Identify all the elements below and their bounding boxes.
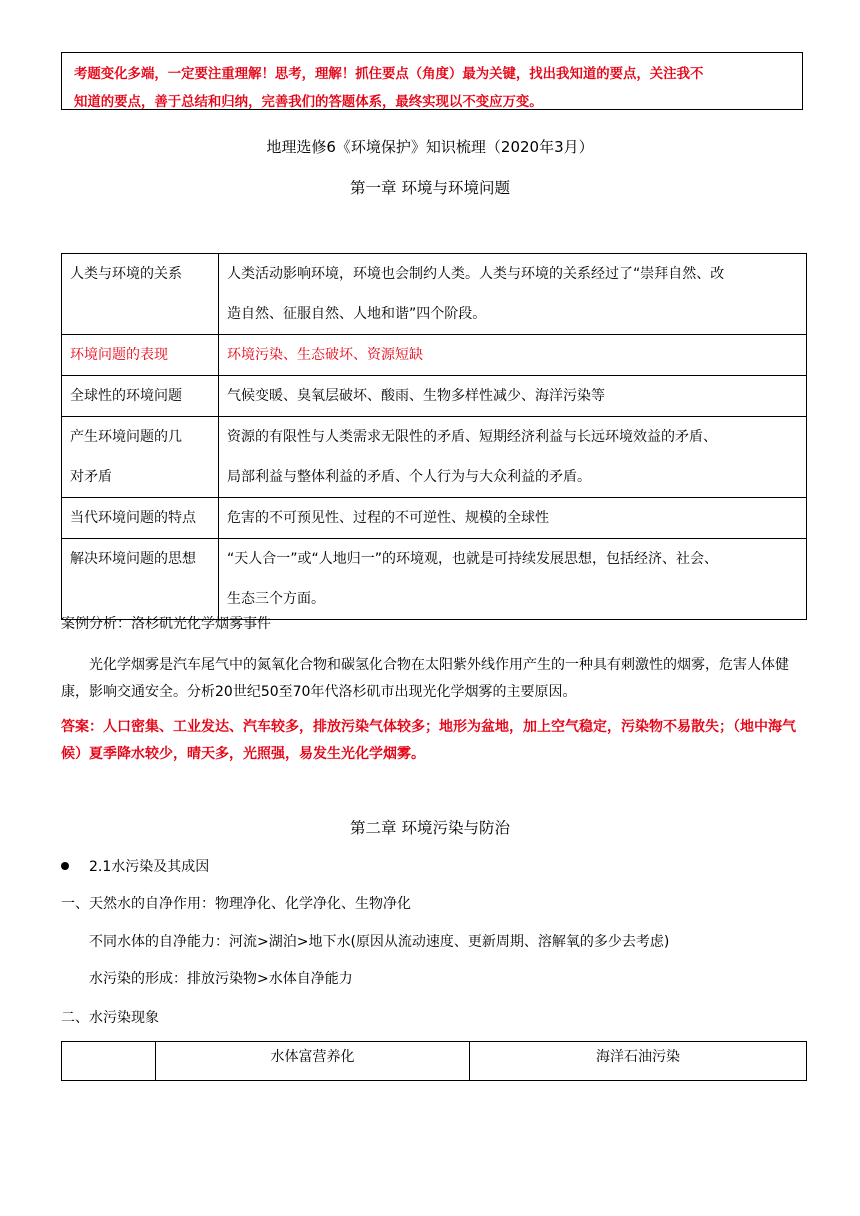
document-title: 地理选修6《环境保护》知识梳理（2020年3月） [266, 138, 594, 156]
row-value: 环境污染、生态破坏、资源短缺 [219, 335, 807, 376]
header-cell-oil-pollution: 海洋石油污染 [470, 1042, 807, 1081]
row-value [219, 417, 807, 498]
row-key: 全球性的环境问题 [62, 376, 219, 417]
table-row [62, 417, 807, 498]
row-key: 解决环境问题的思想 [62, 539, 219, 620]
row-value-line: “天人合一”或“人地归一”的环境观，也就是可持续发展思想，包括经济、社会、 [227, 551, 719, 567]
table-row [62, 539, 807, 620]
row-value [219, 539, 807, 620]
table-row [62, 498, 807, 539]
row-value [219, 254, 807, 335]
row-value-line: 资源的有限性与人类需求无限性的矛盾、短期经济利益与长远环境效益的矛盾、 [227, 429, 717, 445]
bullet-label: 2.1水污染及其成因 [89, 859, 210, 875]
row-key [62, 417, 219, 498]
row-value-line: 局部利益与整体利益的矛盾、个人行为与大众利益的矛盾。 [227, 469, 591, 485]
row-value: 危害的不可预见性、过程的不可逆性、规模的全球性 [219, 498, 807, 539]
chapter1-title: 第一章 环境与环境问题 [350, 179, 510, 197]
case-paragraph: 光化学烟雾是汽车尾气中的氮氧化合物和碳氢化合物在太阳紫外线作用产生的一种具有刺激性的烟雾，危害人体健康，影响交通安全。分析20世纪50至70年代洛杉矶市出现光化学烟雾的主要原因。 [61, 657, 789, 700]
header-cell-empty [62, 1042, 156, 1081]
row-value: 气候变暖、臭氧层破坏、酸雨、生物多样性减少、海洋污染等 [219, 376, 807, 417]
table-row [62, 335, 807, 376]
table-header-row [62, 1042, 807, 1081]
case-title: 案例分析：洛杉矶光化学烟雾事件 [61, 616, 271, 632]
header-cell-eutrophication: 水体富营养化 [156, 1042, 470, 1081]
row-key: 当代环境问题的特点 [62, 498, 219, 539]
notice-box [61, 52, 803, 110]
row-key-line: 产生环境问题的几 [70, 429, 182, 445]
water-pollution-table [61, 1041, 807, 1081]
bullet-icon [61, 862, 69, 870]
table-row [62, 254, 807, 335]
section-heading-2: 二、水污染现象 [61, 1010, 159, 1026]
case-answer: 答案：人口密集、工业发达、汽车较多，排放污染气体较多；地形为盆地，加上空气稳定，污染物不易散失；（地中海气候）夏季降水较少，晴天多，光照强，易发生光化学烟雾。 [61, 719, 796, 762]
self-purification-capacity: 不同水体的自净能力：河流>湖泊>地下水(原因从流动速度、更新周期、溶解氧的多少去考虑) [89, 934, 670, 950]
row-value-line: 造自然、征服自然、人地和谐”四个阶段。 [227, 306, 487, 322]
row-value-line: 生态三个方面。 [227, 591, 325, 607]
chapter2-title: 第二章 环境污染与防治 [350, 819, 510, 837]
row-value-line: 人类活动影响环境，环境也会制约人类。人类与环境的关系经过了“崇拜自然、改 [227, 266, 725, 282]
notice-line-2: 知道的要点，善于总结和归纳，完善我们的答题体系，最终实现以不变应万变。 [74, 95, 543, 110]
table-row [62, 376, 807, 417]
pollution-formation: 水污染的形成：排放污染物>水体自净能力 [89, 971, 353, 987]
chapter1-table [61, 253, 807, 620]
bullet-item [61, 856, 209, 878]
row-key: 人类与环境的关系 [62, 254, 219, 335]
row-key: 环境问题的表现 [62, 335, 219, 376]
section-heading-1: 一、天然水的自净作用：物理净化、化学净化、生物净化 [61, 896, 411, 912]
notice-line-1: 考题变化多端，一定要注重理解！思考，理解！抓住要点（角度）最为关键，找出我知道的要点，关注我不 [74, 67, 704, 82]
row-key-line: 对矛盾 [70, 469, 112, 485]
